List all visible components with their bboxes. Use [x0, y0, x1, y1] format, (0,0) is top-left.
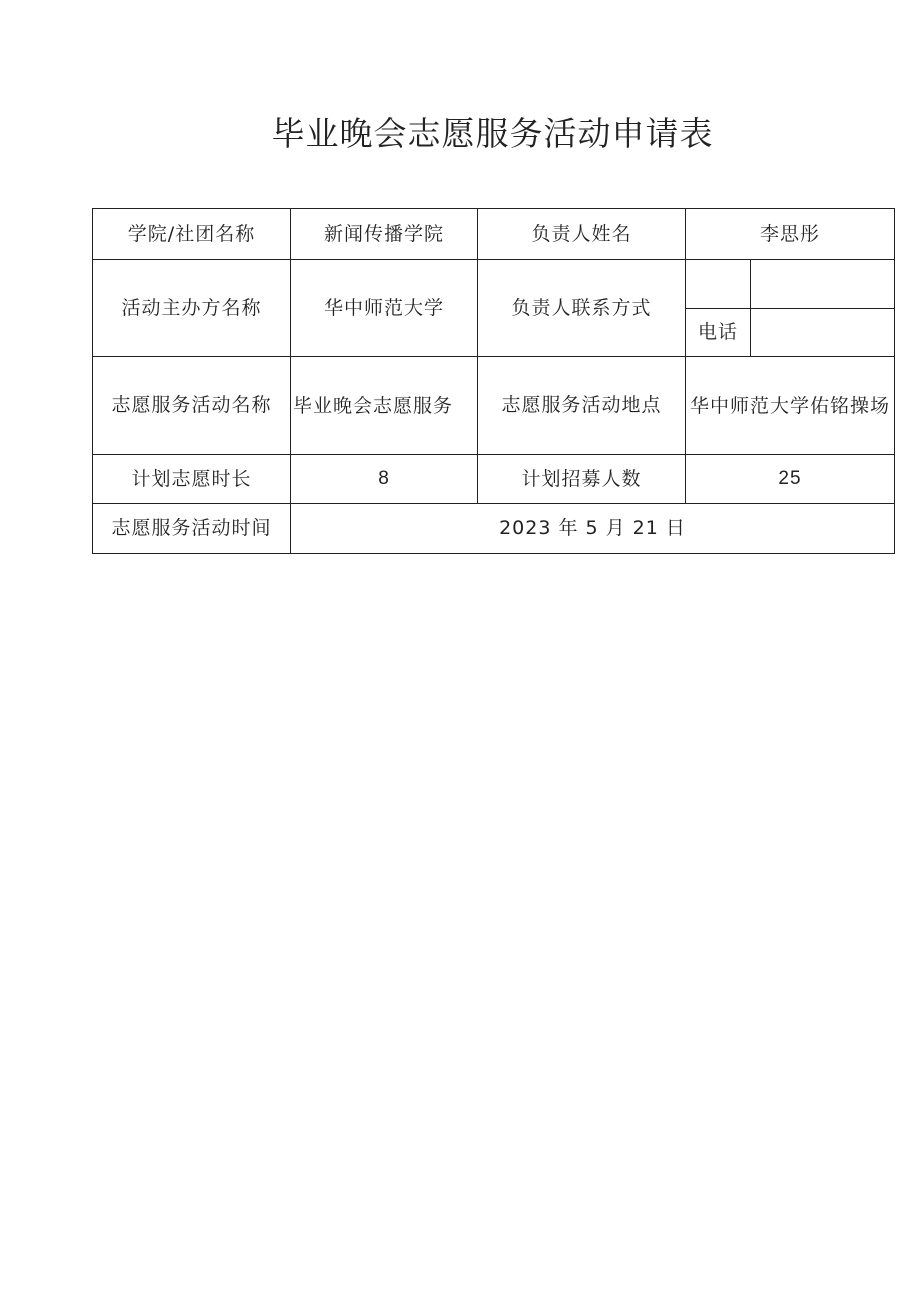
table-row [93, 357, 895, 455]
activity-time-value: 2023 年 5 月 21 日 [291, 504, 895, 554]
table-row [93, 260, 895, 357]
table-row [93, 504, 895, 554]
organizer-value: 华中师范大学 [291, 260, 478, 357]
contact-blank-label [686, 260, 751, 309]
organizer-label: 活动主办方名称 [93, 260, 291, 357]
college-club-value: 新闻传播学院 [291, 209, 478, 260]
page-title: 毕业晚会志愿服务活动申请表 [271, 114, 714, 153]
planned-recruits-value: 25 [686, 455, 895, 504]
planned-hours-value: 8 [291, 455, 478, 504]
table-row [93, 209, 895, 260]
college-club-label: 学院/社团名称 [93, 209, 291, 260]
contact-blank-value [751, 260, 894, 309]
leader-contact-label: 负责人联系方式 [478, 260, 686, 357]
activity-time-label: 志愿服务活动时间 [93, 504, 291, 554]
planned-recruits-label: 计划招募人数 [478, 455, 686, 504]
phone-value [751, 309, 894, 356]
leader-name-label: 负责人姓名 [478, 209, 686, 260]
activity-place-value: 华中师范大学佑铭操场 [686, 357, 895, 455]
activity-name-label: 志愿服务活动名称 [93, 357, 291, 455]
application-form-table [92, 208, 895, 554]
planned-hours-label: 计划志愿时长 [93, 455, 291, 504]
activity-name-value: 毕业晚会志愿服务 [291, 357, 478, 455]
table-row [93, 455, 895, 504]
leader-contact-cell [686, 260, 895, 357]
leader-name-value: 李思彤 [686, 209, 895, 260]
phone-label: 电话 [686, 309, 751, 356]
activity-place-label: 志愿服务活动地点 [478, 357, 686, 455]
